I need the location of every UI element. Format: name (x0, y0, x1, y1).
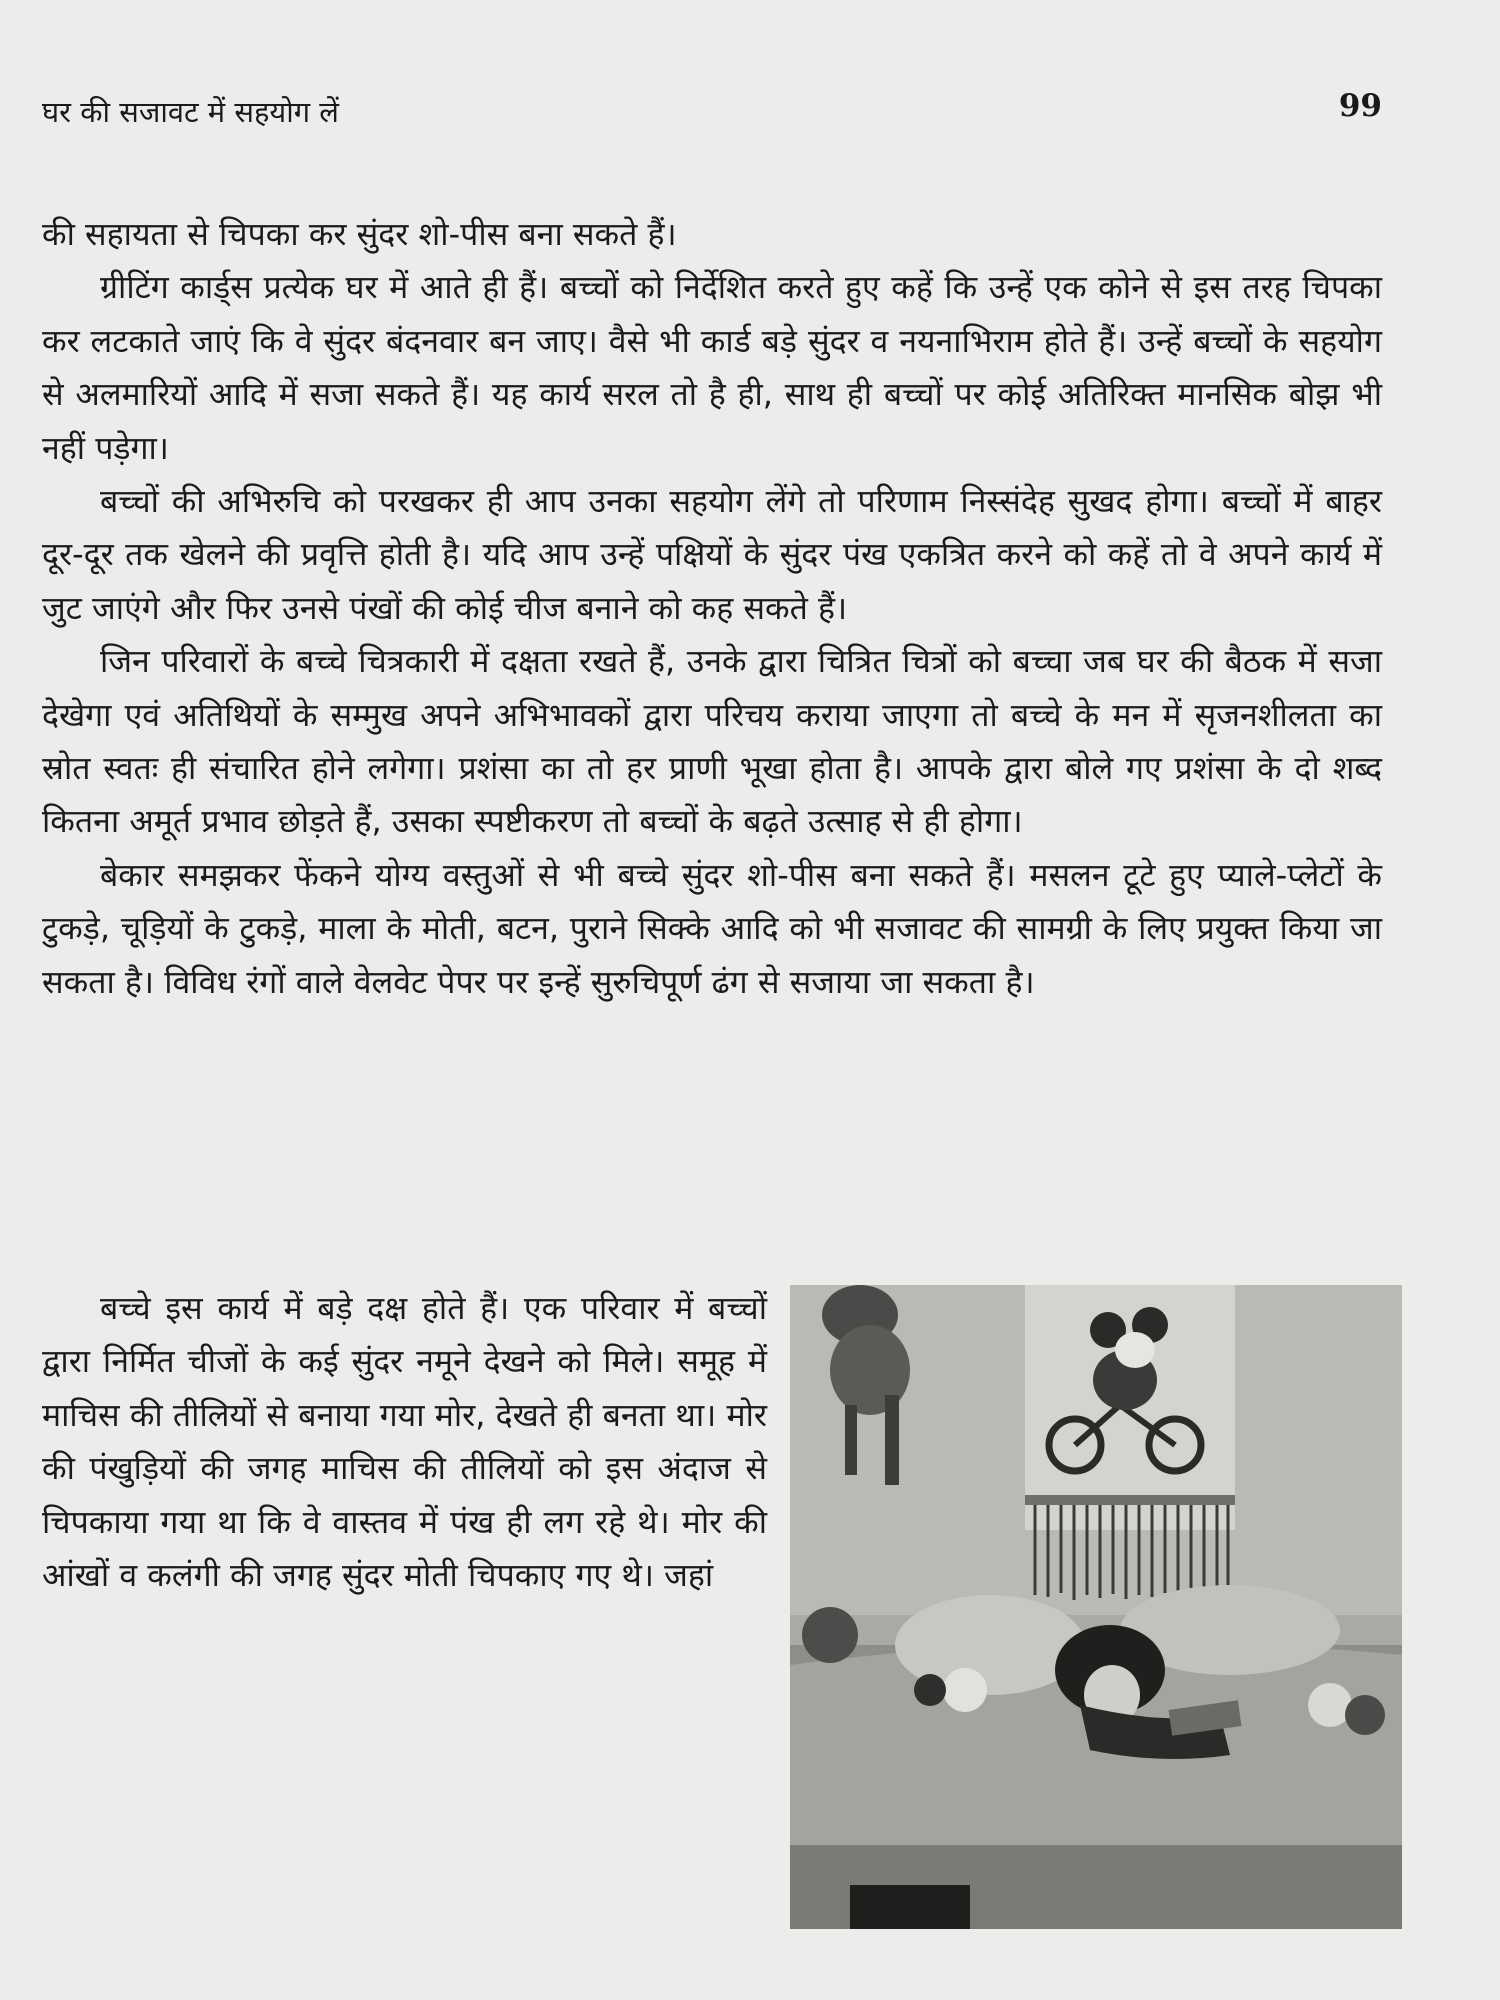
paragraph-waste-items: बेकार समझकर फेंकने योग्य वस्तुओं से भी बच्चे सुंदर शो-पीस बना सकते हैं। मसलन टूटे हुए प्याले-प्लेटों के टुकड़े, चूड़ियों के टुकड़े, माला के मोती, बटन, पुराने सिक्के आदि को भी सजावट की सामग्री के लिए प्रयुक्त किया जा सकता है। विविध रंगों वाले वेलवेट पेपर पर इन्हें सुरुचिपूर्ण ढंग से सजाया जा सकता है। (42, 855, 1382, 1001)
page-header (42, 88, 1382, 132)
photo-child-on-bed (790, 1285, 1402, 1929)
paragraph-peacock: बच्चे इस कार्य में बड़े दक्ष होते हैं। एक परिवार में बच्चों द्वारा निर्मित चीजों के कई सुंदर नमूने देखने को मिले। समूह में माचिस की तीलियों से बनाया गया मोर, देखते ही बनता था। मोर की पंखुड़ियों की जगह माचिस की तीलियों को इस अंदाज से चिपकाया गया था कि वे वास्तव में पंख ही लग रहे थे। मोर की आंखों व कलंगी की जगह सुंदर मोती चिपकाए गए थे। जहां (42, 1289, 767, 1595)
body-text (42, 208, 1382, 1009)
paragraph-interest: बच्चों की अभिरुचि को परखकर ही आप उनका सहयोग लेंगे तो परिणाम निस्संदेह सुखद होगा। बच्चों में बाहर दूर-दूर तक खेलने की प्रवृत्ति होती है। यदि आप उन्हें पक्षियों के सुंदर पंख एकत्रित करने को कहें तो वे अपने कार्य में जुट जाएंगे और फिर उनसे पंखों की कोई चीज बनाने को कह सकते हैं। (42, 482, 1383, 627)
body-text-column (42, 1282, 767, 1602)
paragraph-greeting-cards: ग्रीटिंग कार्ड्स प्रत्येक घर में आते ही हैं। बच्चों को निर्देशित करते हुए कहें कि उन्हें एक कोने से इस तरह चिपका कर लटकाते जाएं कि वे सुंदर बंदनवार बन जाए। वैसे भी कार्ड बड़े सुंदर व नयनाभिराम होते हैं। उन्हें बच्चों के सहयोग से अलमारियों आदि में सजा सकते हैं। यह कार्य सरल तो है ही, साथ ही बच्चों पर कोई अतिरिक्त मानसिक बोझ भी नहीं पड़ेगा। (42, 268, 1382, 467)
page-number: 99 (1338, 88, 1382, 124)
photo-illustration (790, 1285, 1402, 1929)
running-title: घर की सजावट में सहयोग लें (42, 95, 339, 129)
paragraph-painting: जिन परिवारों के बच्चे चित्रकारी में दक्षता रखते हैं, उनके द्वारा चित्रित चित्रों को बच्चा जब घर की बैठक में सजा देखेगा एवं अतिथियों के सम्मुख अपने अभिभावकों द्वारा परिचय कराया जाएगा तो बच्चे के मन में सृजनशीलता का स्रोत स्वतः ही संचारित होने लगेगा। प्रशंसा का तो हर प्राणी भूखा होता है। आपके द्वारा बोले गए प्रशंसा के दो शब्द कितना अमूर्त प्रभाव छोड़ते हैं, उसका स्पष्टीकरण तो बच्चों के बढ़ते उत्साह से ही होगा। (42, 642, 1382, 841)
paragraph-continuation: की सहायता से चिपका कर सुंदर शो-पीस बना सकते हैं। (42, 215, 677, 253)
